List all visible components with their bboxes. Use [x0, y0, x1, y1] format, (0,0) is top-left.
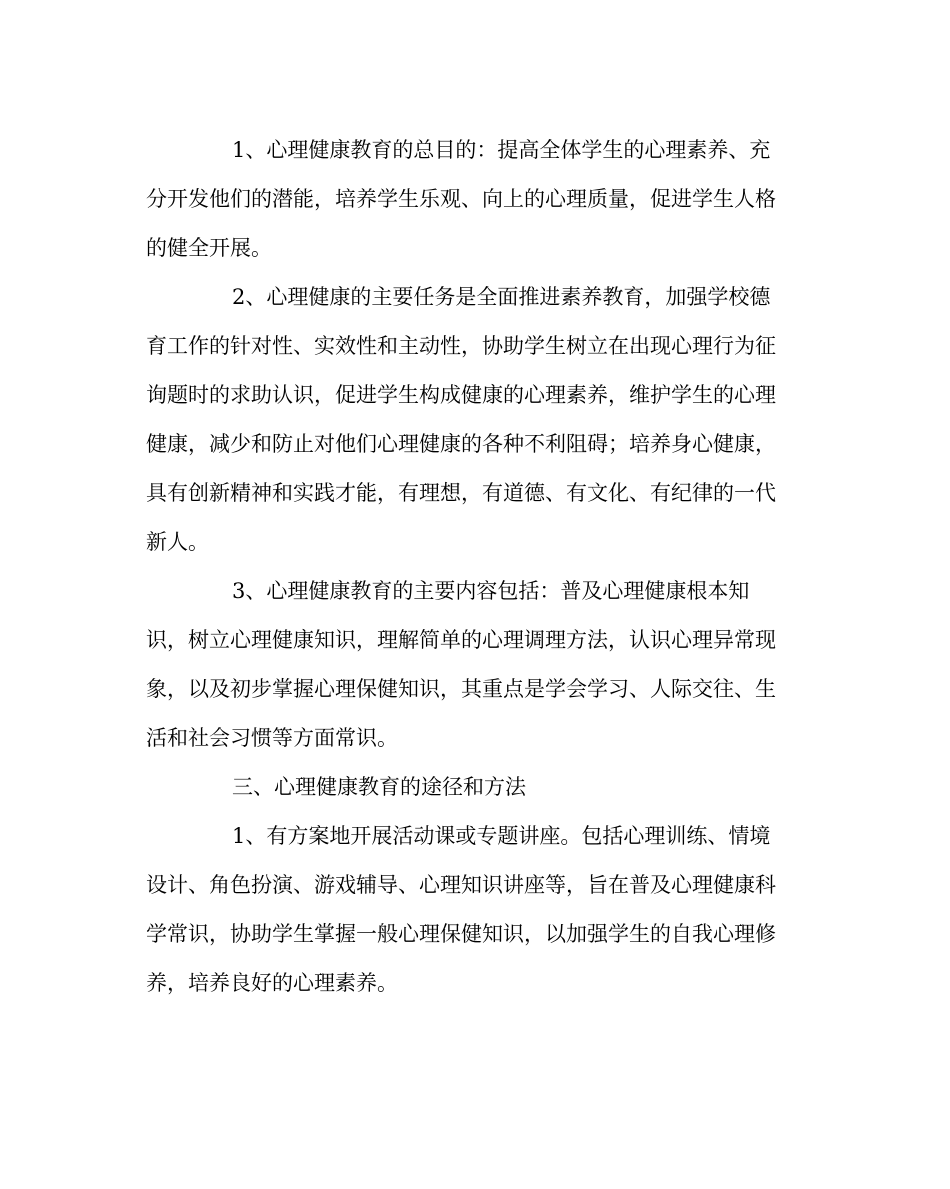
heading-text: 三、心理健康教育的途径和方法: [232, 775, 526, 799]
document-body: [146, 126, 806, 1008]
text-line: 3、心理健康教育的主要内容包括：普及心理健康根本知: [232, 579, 750, 603]
paragraph-main-tasks: [146, 273, 806, 567]
text-line: 学常识，协助学生掌握一般心理保健知识，以加强学生的自我心理修: [146, 922, 776, 946]
text-line: 1、心理健康教育的总目的：提高全体学生的心理素养、充: [232, 138, 771, 162]
text-line: 健康，减少和防止对他们心理健康的各种不利阻碍；培养身心健康，: [146, 432, 776, 456]
text-line: 询题时的求助认识，促进学生构成健康的心理素养，维护学生的心理: [146, 383, 776, 407]
text-line: 新人。: [146, 530, 209, 554]
paragraph-main-content: [146, 567, 806, 763]
text-line: 的健全开展。: [146, 236, 272, 260]
text-line: 具有创新精神和实践才能，有理想，有道德、有文化、有纪律的一代: [146, 481, 776, 505]
text-line: 养，培养良好的心理素养。: [146, 971, 398, 995]
text-line: 象，以及初步掌握心理保健知识，其重点是学会学习、人际交往、生: [146, 677, 776, 701]
text-line: 育工作的针对性、实效性和主动性，协助学生树立在出现心理行为征: [146, 334, 776, 358]
text-line: 2、心理健康的主要任务是全面推进素养教育，加强学校德: [232, 285, 771, 309]
text-line: 活和社会习惯等方面常识。: [146, 726, 398, 750]
text-line: 1、有方案地开展活动课或专题讲座。包括心理训练、情境: [232, 824, 771, 848]
text-line: 设计、角色扮演、游戏辅导、心理知识讲座等，旨在普及心理健康科: [146, 873, 776, 897]
text-line: 识，树立心理健康知识，理解简单的心理调理方法，认识心理异常现: [146, 628, 776, 652]
section-heading: [146, 763, 806, 812]
paragraph-activities: [146, 812, 806, 1008]
text-line: 分开发他们的潜能，培养学生乐观、向上的心理质量，促进学生人格: [146, 187, 776, 211]
paragraph-total-goal: [146, 126, 806, 273]
